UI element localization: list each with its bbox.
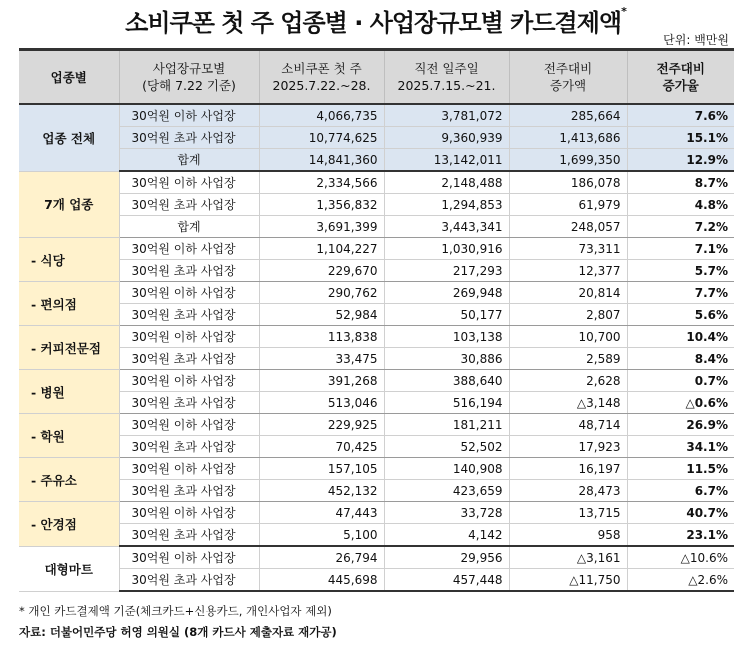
- previous-value: 4,142: [384, 524, 509, 547]
- current-value: 10,774,625: [259, 127, 384, 149]
- size-cell: 30억원 초과 사업장: [119, 436, 259, 458]
- rate-value: 7.2%: [627, 216, 734, 238]
- size-cell: 30억원 초과 사업장: [119, 569, 259, 592]
- current-value: 157,105: [259, 458, 384, 480]
- category-label: - 식당: [19, 238, 119, 282]
- current-value: 14,841,360: [259, 149, 384, 172]
- diff-value: △3,148: [509, 392, 627, 414]
- rate-value: 7.1%: [627, 238, 734, 260]
- rate-value: 0.7%: [627, 370, 734, 392]
- previous-value: 181,211: [384, 414, 509, 436]
- diff-value: 16,197: [509, 458, 627, 480]
- table-row: [19, 304, 734, 326]
- rate-value: 11.5%: [627, 458, 734, 480]
- previous-value: 423,659: [384, 480, 509, 502]
- header-diff: 전주대비 증가액: [509, 50, 627, 105]
- category-label: - 커피전문점: [19, 326, 119, 370]
- diff-value: 20,814: [509, 282, 627, 304]
- size-cell: 30억원 이하 사업장: [119, 414, 259, 436]
- previous-value: 1,030,916: [384, 238, 509, 260]
- previous-value: 140,908: [384, 458, 509, 480]
- table-row: [19, 524, 734, 547]
- diff-value: 1,413,686: [509, 127, 627, 149]
- table-row: [19, 326, 734, 348]
- current-value: 5,100: [259, 524, 384, 547]
- category-label: - 주유소: [19, 458, 119, 502]
- diff-value: 28,473: [509, 480, 627, 502]
- rate-value: 40.7%: [627, 502, 734, 524]
- header-size: 사업장규모별 (당해 7.22 기준): [119, 50, 259, 105]
- rate-value: 5.6%: [627, 304, 734, 326]
- diff-value: 2,589: [509, 348, 627, 370]
- diff-value: 10,700: [509, 326, 627, 348]
- current-value: 229,670: [259, 260, 384, 282]
- diff-value: 2,807: [509, 304, 627, 326]
- current-value: 445,698: [259, 569, 384, 592]
- table-row: [19, 546, 734, 569]
- diff-value: 61,979: [509, 194, 627, 216]
- category-label: - 안경점: [19, 502, 119, 547]
- current-value: 33,475: [259, 348, 384, 370]
- rate-value: 23.1%: [627, 524, 734, 547]
- current-value: 290,762: [259, 282, 384, 304]
- rate-value: 34.1%: [627, 436, 734, 458]
- unit-label: 단위: 백만원: [663, 33, 729, 47]
- diff-value: 186,078: [509, 171, 627, 194]
- size-cell: 30억원 초과 사업장: [119, 260, 259, 282]
- rate-value: 26.9%: [627, 414, 734, 436]
- table-row: [19, 171, 734, 194]
- size-cell: 30억원 이하 사업장: [119, 104, 259, 127]
- source-note: 자료: 더불어민주당 허영 의원실 (8개 카드사 제출자료 재가공): [19, 625, 337, 639]
- table-row: [19, 149, 734, 172]
- previous-value: 13,142,011: [384, 149, 509, 172]
- category-label: - 학원: [19, 414, 119, 458]
- category-label: - 편의점: [19, 282, 119, 326]
- size-cell: 30억원 이하 사업장: [119, 282, 259, 304]
- previous-value: 33,728: [384, 502, 509, 524]
- diff-value: 12,377: [509, 260, 627, 282]
- current-value: 70,425: [259, 436, 384, 458]
- title-footnote-mark: *: [621, 5, 626, 18]
- previous-value: 30,886: [384, 348, 509, 370]
- category-label: - 병원: [19, 370, 119, 414]
- table-row: [19, 104, 734, 127]
- footnote: * 개인 카드결제액 기준(체크카드+신용카드, 개인사업자 제외): [19, 604, 332, 618]
- table-row: [19, 216, 734, 238]
- previous-value: 516,194: [384, 392, 509, 414]
- rate-value: △10.6%: [627, 546, 734, 569]
- current-value: 26,794: [259, 546, 384, 569]
- header-row: [19, 50, 734, 105]
- current-value: 229,925: [259, 414, 384, 436]
- table-row: [19, 392, 734, 414]
- table-row: [19, 569, 734, 592]
- previous-value: 3,781,072: [384, 104, 509, 127]
- previous-value: 1,294,853: [384, 194, 509, 216]
- current-value: 52,984: [259, 304, 384, 326]
- previous-value: 103,138: [384, 326, 509, 348]
- diff-value: 17,923: [509, 436, 627, 458]
- table-row: [19, 348, 734, 370]
- table-row: [19, 436, 734, 458]
- previous-value: 269,948: [384, 282, 509, 304]
- previous-value: 2,148,488: [384, 171, 509, 194]
- rate-value: △2.6%: [627, 569, 734, 592]
- rate-value: 6.7%: [627, 480, 734, 502]
- previous-value: 29,956: [384, 546, 509, 569]
- size-cell: 30억원 초과 사업장: [119, 348, 259, 370]
- table-row: [19, 194, 734, 216]
- rate-value: 5.7%: [627, 260, 734, 282]
- diff-value: △11,750: [509, 569, 627, 592]
- current-value: 3,691,399: [259, 216, 384, 238]
- size-cell: 30억원 초과 사업장: [119, 524, 259, 547]
- table-row: [19, 282, 734, 304]
- table-row: [19, 480, 734, 502]
- rate-value: △0.6%: [627, 392, 734, 414]
- diff-value: 248,057: [509, 216, 627, 238]
- current-value: 1,356,832: [259, 194, 384, 216]
- previous-value: 217,293: [384, 260, 509, 282]
- current-value: 391,268: [259, 370, 384, 392]
- size-cell: 30억원 이하 사업장: [119, 458, 259, 480]
- previous-value: 9,360,939: [384, 127, 509, 149]
- size-cell: 30억원 이하 사업장: [119, 502, 259, 524]
- category-label: 7개 업종: [19, 171, 119, 238]
- size-cell: 30억원 이하 사업장: [119, 326, 259, 348]
- payment-table: [19, 48, 734, 592]
- category-label: 업종 전체: [19, 104, 119, 171]
- rate-value: 12.9%: [627, 149, 734, 172]
- size-cell: 30억원 이하 사업장: [119, 370, 259, 392]
- previous-value: 388,640: [384, 370, 509, 392]
- diff-value: 2,628: [509, 370, 627, 392]
- table-row: [19, 414, 734, 436]
- size-cell: 30억원 초과 사업장: [119, 304, 259, 326]
- table-row: [19, 238, 734, 260]
- previous-value: 50,177: [384, 304, 509, 326]
- rate-value: 8.4%: [627, 348, 734, 370]
- size-cell: 30억원 이하 사업장: [119, 171, 259, 194]
- size-cell: 합계: [119, 216, 259, 238]
- rate-value: 7.7%: [627, 282, 734, 304]
- current-value: 513,046: [259, 392, 384, 414]
- diff-value: △3,161: [509, 546, 627, 569]
- size-cell: 30억원 초과 사업장: [119, 392, 259, 414]
- table-row: [19, 127, 734, 149]
- current-value: 1,104,227: [259, 238, 384, 260]
- rate-value: 10.4%: [627, 326, 734, 348]
- table-row: [19, 458, 734, 480]
- current-value: 2,334,566: [259, 171, 384, 194]
- size-cell: 30억원 이하 사업장: [119, 238, 259, 260]
- diff-value: 1,699,350: [509, 149, 627, 172]
- previous-value: 52,502: [384, 436, 509, 458]
- table-row: [19, 502, 734, 524]
- current-value: 452,132: [259, 480, 384, 502]
- previous-value: 457,448: [384, 569, 509, 592]
- diff-value: 13,715: [509, 502, 627, 524]
- header-rate: 전주대비 증가율: [627, 50, 734, 105]
- header-prev-week: 직전 일주일 2025.7.15.~21.: [384, 50, 509, 105]
- diff-value: 285,664: [509, 104, 627, 127]
- table-row: [19, 260, 734, 282]
- rate-value: 4.8%: [627, 194, 734, 216]
- current-value: 47,443: [259, 502, 384, 524]
- size-cell: 30억원 초과 사업장: [119, 480, 259, 502]
- diff-value: 958: [509, 524, 627, 547]
- diff-value: 48,714: [509, 414, 627, 436]
- table-row: [19, 370, 734, 392]
- current-value: 4,066,735: [259, 104, 384, 127]
- rate-value: 7.6%: [627, 104, 734, 127]
- rate-value: 15.1%: [627, 127, 734, 149]
- header-industry: 업종별: [19, 50, 119, 105]
- size-cell: 30억원 초과 사업장: [119, 127, 259, 149]
- current-value: 113,838: [259, 326, 384, 348]
- previous-value: 3,443,341: [384, 216, 509, 238]
- size-cell: 30억원 이하 사업장: [119, 546, 259, 569]
- size-cell: 합계: [119, 149, 259, 172]
- diff-value: 73,311: [509, 238, 627, 260]
- page-title: 소비쿠폰 첫 주 업종별 · 사업장규모별 카드결제액*: [125, 5, 626, 37]
- rate-value: 8.7%: [627, 171, 734, 194]
- category-label: 대형마트: [19, 546, 119, 591]
- size-cell: 30억원 초과 사업장: [119, 194, 259, 216]
- header-first-week: 소비쿠폰 첫 주 2025.7.22.~28.: [259, 50, 384, 105]
